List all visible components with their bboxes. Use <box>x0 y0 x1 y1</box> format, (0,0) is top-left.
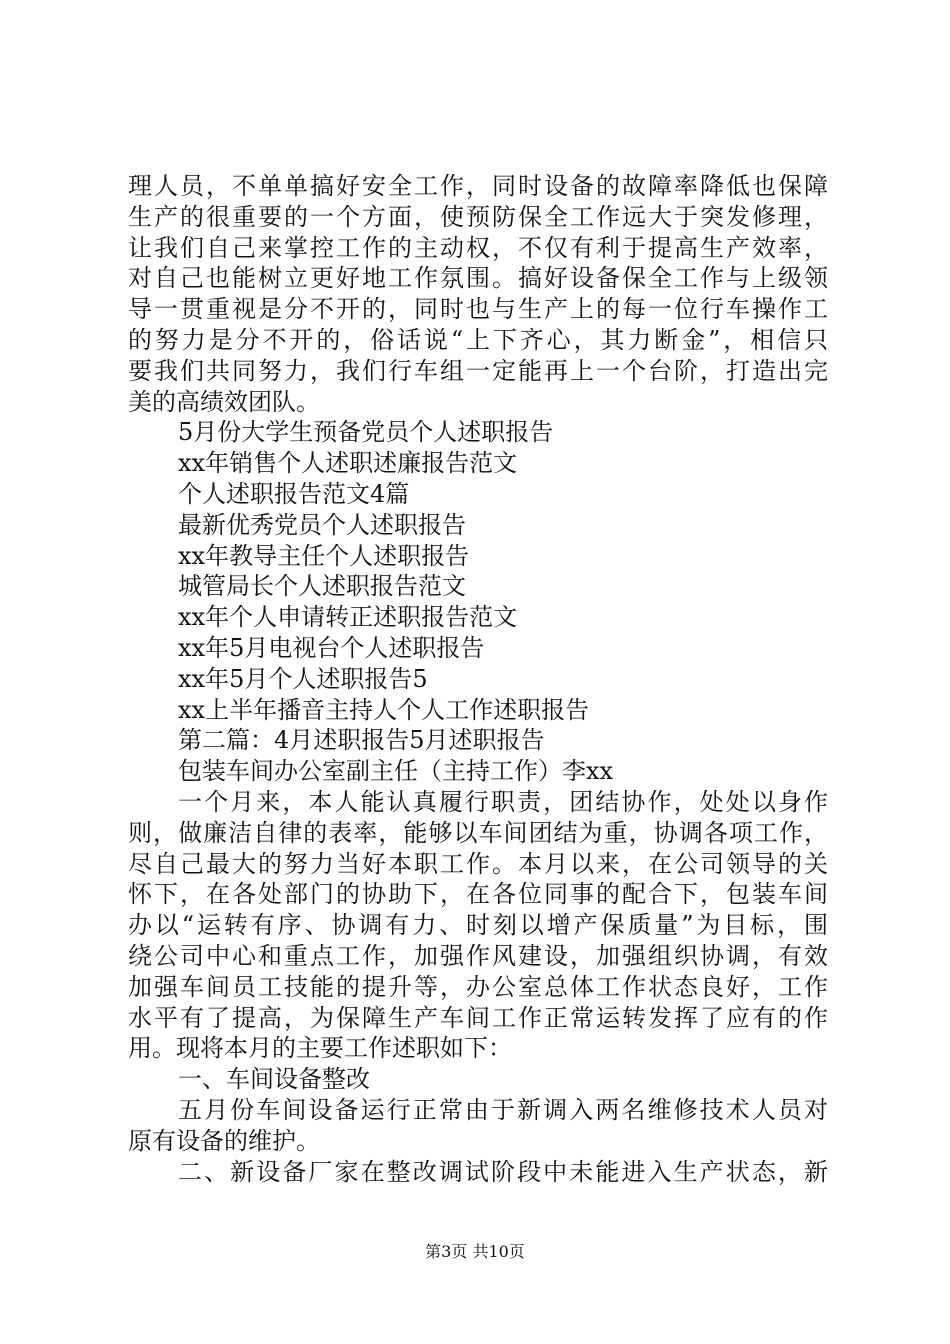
text-line: 包装车间办公室副主任（主持工作）李xx <box>178 757 614 786</box>
text-line: 一个月来，本人能认真履行职责，团结协作，处处以身作 <box>178 787 828 816</box>
text-line: 第二篇：4月述职报告5月述职报告 <box>178 726 545 755</box>
text-line: 理人员，不单单搞好安全工作，同时设备的故障率降低也保障 <box>128 172 828 200</box>
text-line: 绕公司中心和重点工作，加强作风建设，加强组织协调，有效 <box>128 941 828 970</box>
text-line: 水平有了提高，为保障生产车间工作正常运转发挥了应有的作 <box>128 1003 828 1032</box>
text-line: 城管局长个人述职报告范文 <box>178 572 466 601</box>
text-line: xx年个人申请转正述职报告范文 <box>178 603 518 632</box>
text-line: xx年教导主任个人述职报告 <box>178 541 470 570</box>
text-line: 的努力是分不开的，俗话说“上下齐心，其力断金”，相信只 <box>128 325 828 354</box>
text-line: 一、车间设备整改 <box>178 1065 370 1094</box>
text-line: xx年5月电视台个人述职报告 <box>178 633 485 662</box>
document-body <box>128 171 828 1187</box>
page-footer: 第3页 共10页 <box>425 1242 525 1261</box>
text-line: 对自己也能树立更好地工作氛围。搞好设备保全工作与上级领 <box>128 264 828 293</box>
text-line: 则，做廉洁自律的表率，能够以车间团结为重，协调各项工作， <box>128 818 828 847</box>
text-line: 5月份大学生预备党员个人述职报告 <box>178 418 554 447</box>
text-line: 最新优秀党员个人述职报告 <box>178 510 466 539</box>
text-line: 美的高绩效团队。 <box>128 387 320 416</box>
text-line: xx上半年播音主持人个人工作述职报告 <box>178 695 590 724</box>
text-line: 用。现将本月的主要工作述职如下： <box>128 1034 512 1063</box>
text-line: 要我们共同努力，我们行车组一定能再上一个台阶，打造出完 <box>128 356 828 385</box>
text-line: 导一贯重视是分不开的，同时也与生产上的每一位行车操作工 <box>128 295 828 324</box>
text-line: 加强车间员工技能的提升等，办公室总体工作状态良好，工作 <box>128 972 828 1001</box>
text-line: 个人述职报告范文4篇 <box>178 479 410 508</box>
text-line: 生产的很重要的一个方面，使预防保全工作远大于突发修理， <box>128 202 828 231</box>
text-line: 五月份车间设备运行正常由于新调入两名维修技术人员对 <box>178 1095 828 1124</box>
text-line: 办以“运转有序、协调有力、时刻以增产保质量”为目标，围 <box>128 911 828 940</box>
text-line: 怀下，在各处部门的协助下，在各位同事的配合下，包装车间 <box>128 880 828 909</box>
text-line: 尽自己最大的努力当好本职工作。本月以来，在公司领导的关 <box>128 849 828 878</box>
text-line: xx年销售个人述职述廉报告范文 <box>178 449 518 478</box>
text-line: 原有设备的维护。 <box>128 1126 320 1155</box>
text-line: 让我们自己来掌控工作的主动权，不仅有利于提高生产效率， <box>128 233 828 262</box>
text-line: xx年5月个人述职报告5 <box>178 664 428 693</box>
text-line: 二、新设备厂家在整改调试阶段中未能进入生产状态，新 <box>178 1157 828 1186</box>
